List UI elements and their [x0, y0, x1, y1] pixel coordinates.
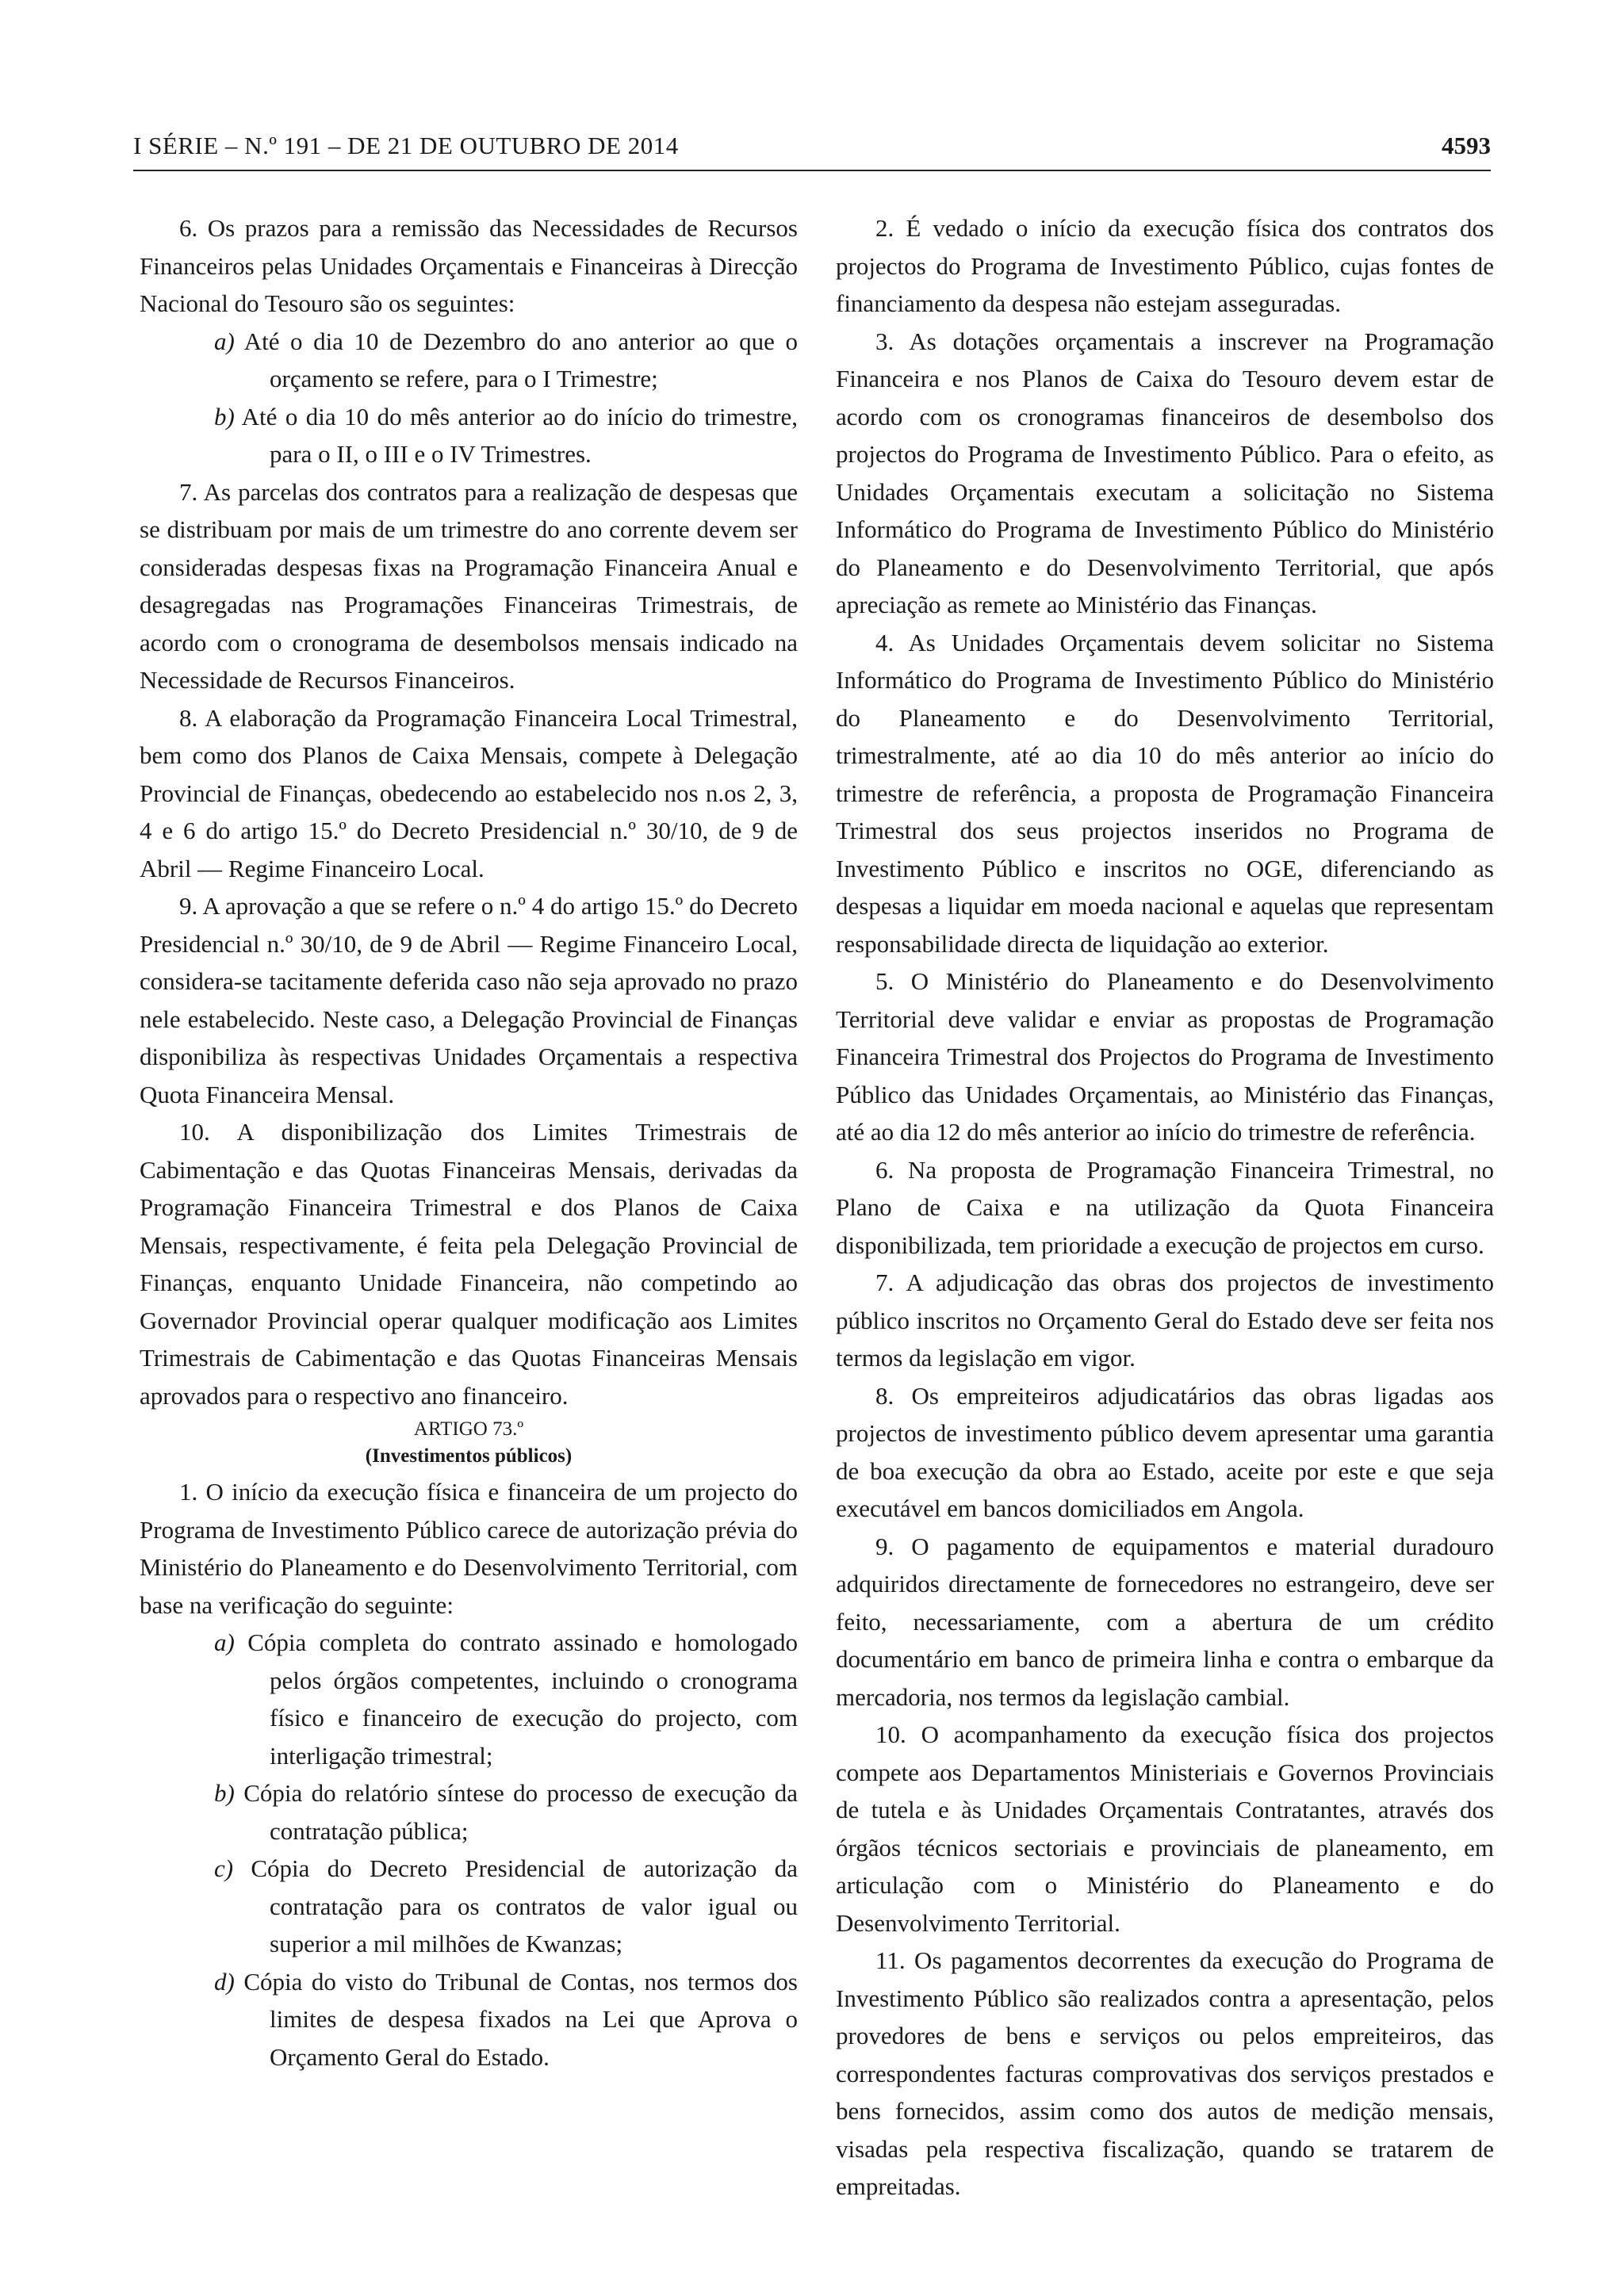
paragraph-10: 10. A disponibilização dos Limites Trimestrais de Cabimentação e das Quotas Financeiras Mensais, derivadas da Programação Financeira Trimestral e dos Planos de Caixa Mensais, respectivamente, é feita pela Delegação Provincial de Finanças, enquanto Unidade Financeira, não competindo ao Governador Provincial operar qualquer modificação aos Limites Trimestrais de Cabimentação e das Quotas Financeiras Mensais aprovados para o respectivo ano financeiro.: [140, 1118, 798, 1410]
item-text: Cópia do relatório síntese do processo de execução da contratação pública;: [243, 1779, 798, 1845]
article-paragraph-2: 2. É vedado o início da execução física dos contratos dos projectos do Programa de Investimento Público, cujas fontes de financiamento da despesa não estejam asseguradas.: [836, 214, 1494, 317]
article-paragraph-9: 9. O pagamento de equipamentos e material duradouro adquiridos directamente de fornecedores no estrangeiro, deve ser feito, necessariamente, com a abertura de um crédito documentário em banco de primeira linha e contra o embarque da mercadoria, nos termos da legislação cambial.: [836, 1532, 1494, 1711]
right-column: [836, 209, 1494, 2206]
list-item-1a: [140, 1624, 798, 1774]
item-label: c): [214, 1854, 234, 1882]
list-item-1d: [140, 1963, 798, 2076]
item-text: Cópia completa do contrato assinado e homologado pelos órgãos competentes, incluindo o cronograma físico e financeiro de execução do projecto, com interligação trimestral;: [247, 1628, 798, 1770]
article-paragraph-6: 6. Na proposta de Programação Financeira Trimestral, no Plano de Caixa e na utilização da Quota Financeira disponibilizada, tem prioridade a execução de projectos em curso.: [836, 1155, 1494, 1259]
paragraph-7: 7. As parcelas dos contratos para a realização de despesas que se distribuam por mais de um trimestre do ano corrente devem ser consideradas despesas fixas na Programação Financeira Anual e desagregadas nas Programações Financeiras Trimestrais, de acordo com o cronograma de desembolsos mensais indicado na Necessidade de Recursos Financeiros.: [140, 477, 798, 694]
header-title: I SÉRIE – N.º 191 – DE 21 DE OUTUBRO DE 2014: [133, 132, 679, 159]
list-item-6b: [140, 398, 798, 473]
article-paragraph-5: 5. O Ministério do Planeamento e do Desenvolvimento Territorial deve validar e enviar as propostas de Programação Financeira Trimestral dos Projectos do Programa de Investimento Público das Unidades Orçamentais, ao Ministério das Finanças, até ao dia 12 do mês anterior ao início do trimestre de referência.: [836, 967, 1494, 1146]
paragraph-8: 8. A elaboração da Programação Financeira Local Trimestral, bem como dos Planos de Caixa Mensais, compete à Delegação Provincial de Finanças, obedecendo ao estabelecido nos n.os 2, 3, 4 e 6 do artigo 15.º do Decreto Presidencial n.º 30/10, de 9 de Abril — Regime Financeiro Local.: [140, 703, 798, 882]
article-paragraph-1: 1. O início da execução física e financeira de um projecto do Programa de Investimento Público carece de autorização prévia do Ministério do Planeamento e do Desenvolvimento Territorial, com base na verificação do seguinte:: [140, 1478, 798, 1619]
item-label: a): [214, 1628, 235, 1656]
article-paragraph-4: 4. As Unidades Orçamentais devem solicitar no Sistema Informático do Programa de Investimento Público do Ministério do Planeamento e do Desenvolvimento Territorial, trimestralmente, até ao dia 10 do mês anterior ao início do trimestre de referência, a proposta de Programação Financeira Trimestral dos seus projectos inseridos no Programa de Investimento Público e inscritos no OGE, diferenciando as despesas a liquidar em moeda nacional e aquelas que representam responsabilidade directa de liquidação ao exterior.: [836, 628, 1494, 958]
left-column: [140, 209, 798, 2076]
article-paragraph-8: 8. Os empreiteiros adjudicatários das obras ligadas aos projectos de investimento público devem apresentar uma garantia de boa execução da obra ao Estado, aceite por este e que seja executável em bancos domiciliados em Angola.: [836, 1381, 1494, 1522]
article-paragraph-10: 10. O acompanhamento da execução física dos projectos compete aos Departamentos Ministeriais e Governos Provinciais de tutela e às Unidades Orçamentais Contratantes, através dos órgãos técnicos sectoriais e provinciais de planeamento, em articulação com o Ministério do Planeamento e do Desenvolvimento Territorial.: [836, 1720, 1494, 1937]
page-header: [133, 132, 1491, 170]
item-text: Cópia do visto do Tribunal de Contas, nos termos dos limites de despesa fixados na Lei que Aprova o Orçamento Geral do Estado.: [243, 1967, 798, 2071]
item-label: b): [214, 402, 235, 430]
article-paragraph-7: 7. A adjudicação das obras dos projectos de investimento público inscritos no Orçamento Geral do Estado deve ser feita nos termos da legislação em vigor.: [836, 1269, 1494, 1372]
page-number: 4593: [1442, 132, 1491, 159]
article-paragraph-3: 3. As dotações orçamentais a inscrever na Programação Financeira e nos Planos de Caixa do Tesouro devem estar de acordo com os cronogramas financeiros de desembolso dos projectos do Programa de Investimento Público. Para o efeito, as Unidades Orçamentais executam a solicitação no Sistema Informático do Programa de Investimento Público do Ministério do Planeamento e do Desenvolvimento Territorial, que após apreciação as remete ao Ministério das Finanças.: [836, 327, 1494, 618]
paragraph-6: 6. Os prazos para a remissão das Necessidades de Recursos Financeiros pelas Unidades Orçamentais e Financeiras à Direcção Nacional do Tesouro são os seguintes:: [140, 214, 798, 317]
item-label: b): [214, 1779, 235, 1807]
item-label: a): [214, 327, 235, 355]
list-item-6a: [140, 323, 798, 398]
paragraph-9: 9. A aprovação a que se refere o n.º 4 do artigo 15.º do Decreto Presidencial n.º 30/10, de 9 de Abril — Regime Financeiro Local, considera-se tacitamente deferida caso não seja aprovado no prazo nele estabelecido. Neste caso, a Delegação Provincial de Finanças disponibiliza às respectivas Unidades Orçamentais a respectiva Quota Financeira Mensal.: [140, 892, 798, 1108]
list-item-1c: [140, 1850, 798, 1963]
item-text: Cópia do Decreto Presidencial de autorização da contratação para os contratos de valor igual ou superior a mil milhões de Kwanzas;: [251, 1854, 798, 1957]
article-subtitle: (Investimentos públicos): [365, 1445, 573, 1467]
header-divider: [133, 170, 1491, 171]
item-text: Até o dia 10 do mês anterior ao do início do trimestre, para o II, o III e o IV Trimestres.: [241, 402, 798, 468]
article-title: ARTIGO 73.º: [413, 1418, 524, 1440]
article-paragraph-11: 11. Os pagamentos decorrentes da execução do Programa de Investimento Público são realizados contra a apresentação, pelos provedores de bens e serviços ou pelos empreiteiros, das correspondentes facturas comprovativas dos serviços prestados e bens fornecidos, assim como dos autos de medição mensais, visadas pela respectiva fiscalização, quando se tratarem de empreitadas.: [836, 1946, 1494, 2200]
item-label: d): [214, 1967, 235, 1996]
item-text: Até o dia 10 de Dezembro do ano anterior ao que o orçamento se refere, para o I Trimestre;: [243, 327, 798, 392]
list-item-1b: [140, 1774, 798, 1850]
